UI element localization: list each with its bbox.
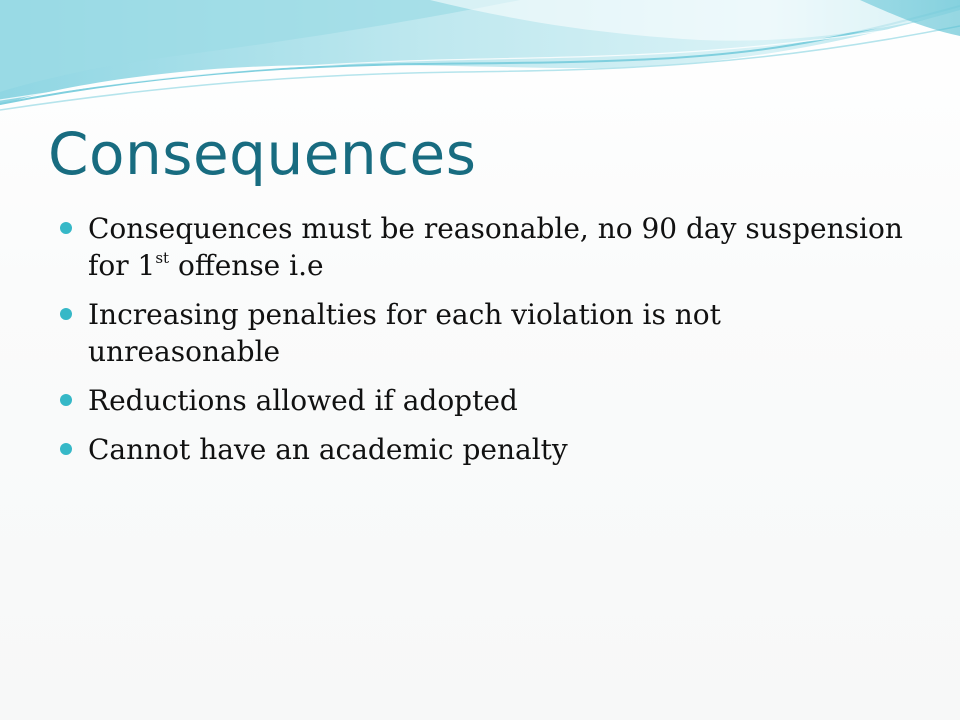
bullet-item (60, 382, 920, 419)
bullet-list (60, 210, 920, 480)
bullet-item (60, 296, 920, 370)
bullet-marker-icon (60, 394, 72, 406)
bullet-text: Cannot have an academic penalty (88, 433, 568, 466)
bullet-marker-icon (60, 222, 72, 234)
bullet-marker-icon (60, 308, 72, 320)
bullet-marker-icon (60, 443, 72, 455)
bullet-text: Reductions allowed if adopted (88, 384, 518, 417)
bullet-item (60, 431, 920, 468)
bullet-text: Consequences must be reasonable, no 90 day suspension for 1 (88, 212, 903, 282)
slide-title: Consequences (48, 120, 477, 188)
bullet-text-continued: offense i.e (169, 249, 324, 282)
bullet-superscript: st (155, 249, 170, 267)
bullet-item (60, 210, 920, 284)
header-wave-decoration (0, 0, 960, 120)
bullet-text: Increasing penalties for each violation is not unreasonable (88, 298, 721, 368)
